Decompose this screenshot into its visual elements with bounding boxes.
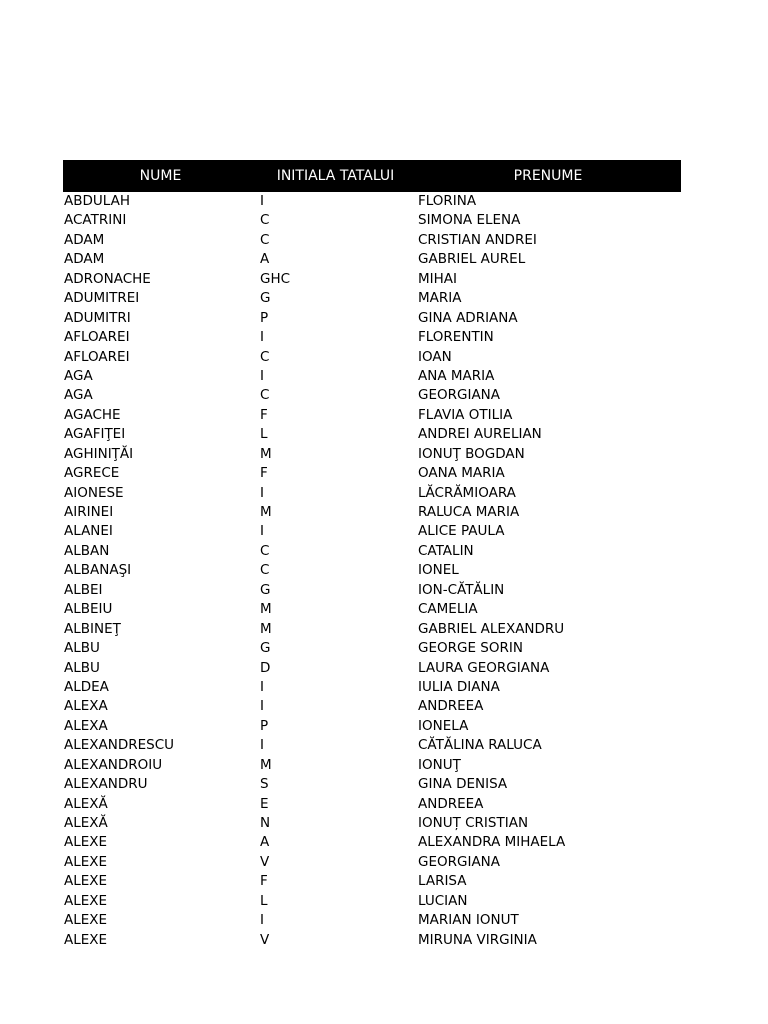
cell-initiala: D <box>260 659 271 676</box>
table-row <box>64 328 681 347</box>
cell-initiala: C <box>260 387 270 404</box>
cell-prenume: ALEXANDRA MIHAELA <box>418 834 566 851</box>
table-body <box>64 192 681 950</box>
cell-nume: ACATRINI <box>64 212 127 229</box>
cell-prenume: CĂTĂLINA RALUCA <box>418 737 542 754</box>
cell-prenume: CATALIN <box>418 542 474 559</box>
cell-initiala: C <box>260 562 270 579</box>
cell-nume: ADAM <box>64 231 105 248</box>
cell-nume: AIRINEI <box>64 504 114 520</box>
cell-initiala: I <box>260 193 264 209</box>
table-row <box>64 697 681 716</box>
cell-nume: ABDULAH <box>64 193 130 209</box>
cell-prenume: RALUCA MARIA <box>418 504 520 520</box>
cell-prenume: GINA DENISA <box>418 776 508 793</box>
cell-initiala: GHC <box>260 270 291 287</box>
cell-prenume: SIMONA ELENA <box>418 212 521 229</box>
cell-prenume: IONEL <box>418 562 459 579</box>
table-row <box>64 620 681 639</box>
cell-initiala: I <box>260 698 264 715</box>
table-row <box>64 367 681 386</box>
table-row <box>64 270 681 289</box>
column-header-prenume: PRENUME <box>513 168 583 184</box>
cell-prenume: FLAVIA OTILIA <box>418 406 513 423</box>
cell-initiala: A <box>260 834 270 851</box>
cell-initiala: F <box>260 406 268 423</box>
table-row <box>64 484 681 503</box>
table-row <box>64 250 681 269</box>
table-row <box>64 600 681 619</box>
table-row <box>64 289 681 308</box>
table-row <box>64 348 681 367</box>
cell-nume: ALEXE <box>64 853 108 870</box>
cell-initiala: M <box>260 504 272 520</box>
table-row <box>64 892 681 911</box>
cell-initiala: V <box>260 931 270 948</box>
cell-initiala: F <box>260 465 268 482</box>
cell-nume: ALEXE <box>64 892 108 909</box>
cell-prenume: MARIA <box>418 290 462 307</box>
cell-prenume: LARISA <box>418 873 467 890</box>
table-row <box>64 561 681 580</box>
table-row <box>64 581 681 600</box>
cell-prenume: GABRIEL AUREL <box>418 251 526 268</box>
cell-prenume: ANDREEA <box>418 698 484 715</box>
cell-initiala: I <box>260 367 264 384</box>
cell-initiala: I <box>260 737 264 754</box>
cell-prenume: IONUŢ BOGDAN <box>418 445 525 462</box>
cell-prenume: IULIA DIANA <box>418 678 500 695</box>
cell-nume: ALEXANDROIU <box>64 756 163 773</box>
cell-prenume: CAMELIA <box>418 601 478 618</box>
table-row <box>64 309 681 328</box>
cell-initiala: M <box>260 601 272 618</box>
cell-nume: AGHINIŢĂI <box>64 445 134 462</box>
table-row <box>64 717 681 736</box>
cell-prenume: GEORGIANA <box>418 387 501 404</box>
cell-nume: ALBANAŞI <box>64 562 132 579</box>
table-row <box>64 406 681 425</box>
cell-prenume: MIHAI <box>418 270 457 287</box>
cell-nume: ALEXĂ <box>64 795 108 812</box>
cell-nume: AIONESE <box>64 484 124 501</box>
table-row <box>64 814 681 833</box>
cell-prenume: GEORGIANA <box>418 853 501 870</box>
cell-nume: ALEXE <box>64 912 108 929</box>
cell-initiala: M <box>260 620 272 637</box>
cell-nume: AGA <box>64 367 93 384</box>
cell-nume: ALDEA <box>64 678 109 695</box>
cell-initiala: I <box>260 912 264 929</box>
cell-initiala: M <box>260 445 272 462</box>
cell-initiala: L <box>260 892 268 909</box>
cell-nume: AGA <box>64 387 93 404</box>
table-row <box>64 659 681 678</box>
table-row <box>64 756 681 775</box>
cell-nume: ADUMITREI <box>64 290 140 307</box>
column-header-nume: NUME <box>139 168 182 184</box>
table-row <box>64 833 681 852</box>
cell-prenume: IOAN <box>418 348 452 365</box>
cell-prenume: FLORENTIN <box>418 329 494 346</box>
cell-nume: ALEXANDRESCU <box>64 737 175 754</box>
cell-initiala: C <box>260 212 270 229</box>
cell-prenume: ANDREI AURELIAN <box>418 426 542 443</box>
cell-nume: ALBU <box>64 659 100 676</box>
cell-initiala: C <box>260 542 270 559</box>
cell-nume: AGRECE <box>64 465 120 482</box>
cell-prenume: LĂCRĂMIOARA <box>418 484 516 501</box>
cell-initiala: G <box>260 581 271 598</box>
cell-prenume: ION-CĂTĂLIN <box>418 581 505 598</box>
cell-initiala: L <box>260 426 268 443</box>
table-row <box>64 464 681 483</box>
cell-nume: ADUMITRI <box>64 309 131 326</box>
cell-initiala: C <box>260 348 270 365</box>
cell-nume: ADRONACHE <box>64 270 151 287</box>
table-row <box>64 192 681 211</box>
cell-nume: AFLOAREI <box>64 348 130 365</box>
cell-prenume: LAURA GEORGIANA <box>418 659 550 676</box>
table-row <box>64 522 681 541</box>
cell-initiala: N <box>260 815 271 831</box>
cell-nume: ALBEI <box>64 581 103 598</box>
cell-nume: ALBAN <box>64 542 110 559</box>
table-row <box>64 775 681 794</box>
cell-nume: ALANEI <box>64 523 113 540</box>
cell-initiala: S <box>260 776 269 793</box>
cell-initiala: A <box>260 251 270 268</box>
cell-nume: ALEXE <box>64 873 108 890</box>
cell-nume: ALEXA <box>64 717 108 734</box>
cell-prenume: FLORINA <box>418 193 477 209</box>
table-header <box>63 160 681 192</box>
cell-nume: ALEXA <box>64 698 108 715</box>
table-row <box>64 503 681 522</box>
cell-prenume: ANDREEA <box>418 795 484 812</box>
cell-initiala: I <box>260 484 264 501</box>
cell-nume: ALEXE <box>64 931 108 948</box>
cell-nume: ALEXE <box>64 834 108 851</box>
cell-initiala: E <box>260 795 269 812</box>
cell-prenume: GABRIEL ALEXANDRU <box>418 620 565 637</box>
table-row <box>64 639 681 658</box>
cell-prenume: GEORGE SORIN <box>418 640 523 657</box>
cell-initiala: P <box>260 309 269 326</box>
cell-nume: ALEXANDRU <box>64 776 148 793</box>
cell-prenume: LUCIAN <box>418 892 468 909</box>
cell-prenume: IONELA <box>418 717 469 734</box>
table-row <box>64 911 681 930</box>
column-header-initiala-tatalui: INITIALA TATALUI <box>276 168 395 184</box>
cell-initiala: I <box>260 523 264 540</box>
cell-initiala: G <box>260 290 271 307</box>
table-row <box>64 211 681 230</box>
cell-nume: ADAM <box>64 251 105 268</box>
cell-prenume: ANA MARIA <box>418 367 495 384</box>
cell-initiala: M <box>260 756 272 773</box>
cell-prenume: MIRUNA VIRGINIA <box>418 931 537 948</box>
table-row <box>64 231 681 250</box>
table-row <box>64 542 681 561</box>
table-row <box>64 931 681 950</box>
cell-prenume: CRISTIAN ANDREI <box>418 231 537 248</box>
cell-nume: ALBEIU <box>64 601 113 618</box>
cell-prenume: IONUŢ <box>418 756 461 773</box>
cell-initiala: C <box>260 231 270 248</box>
cell-prenume: ALICE PAULA <box>418 523 505 540</box>
table-row <box>64 736 681 755</box>
table-row <box>64 872 681 891</box>
cell-nume: ALBU <box>64 640 100 657</box>
cell-prenume: GINA ADRIANA <box>418 309 518 326</box>
table-row <box>64 678 681 697</box>
cell-initiala: V <box>260 853 270 870</box>
cell-initiala: G <box>260 640 271 657</box>
cell-prenume: MARIAN IONUT <box>418 912 519 929</box>
cell-nume: AGAFIŢEI <box>64 426 126 443</box>
cell-initiala: P <box>260 717 269 734</box>
cell-nume: AGACHE <box>64 406 121 423</box>
cell-initiala: I <box>260 329 264 346</box>
table-row <box>64 795 681 814</box>
table-row <box>64 445 681 464</box>
cell-nume: ALBINEŢ <box>64 620 121 637</box>
table-row <box>64 425 681 444</box>
cell-initiala: F <box>260 873 268 890</box>
table-row <box>64 386 681 405</box>
cell-prenume: IONUȚ CRISTIAN <box>418 815 529 831</box>
cell-nume: ALEXĂ <box>64 815 108 831</box>
table-row <box>64 853 681 872</box>
cell-prenume: OANA MARIA <box>418 465 505 482</box>
cell-initiala: I <box>260 678 264 695</box>
cell-nume: AFLOAREI <box>64 329 130 346</box>
